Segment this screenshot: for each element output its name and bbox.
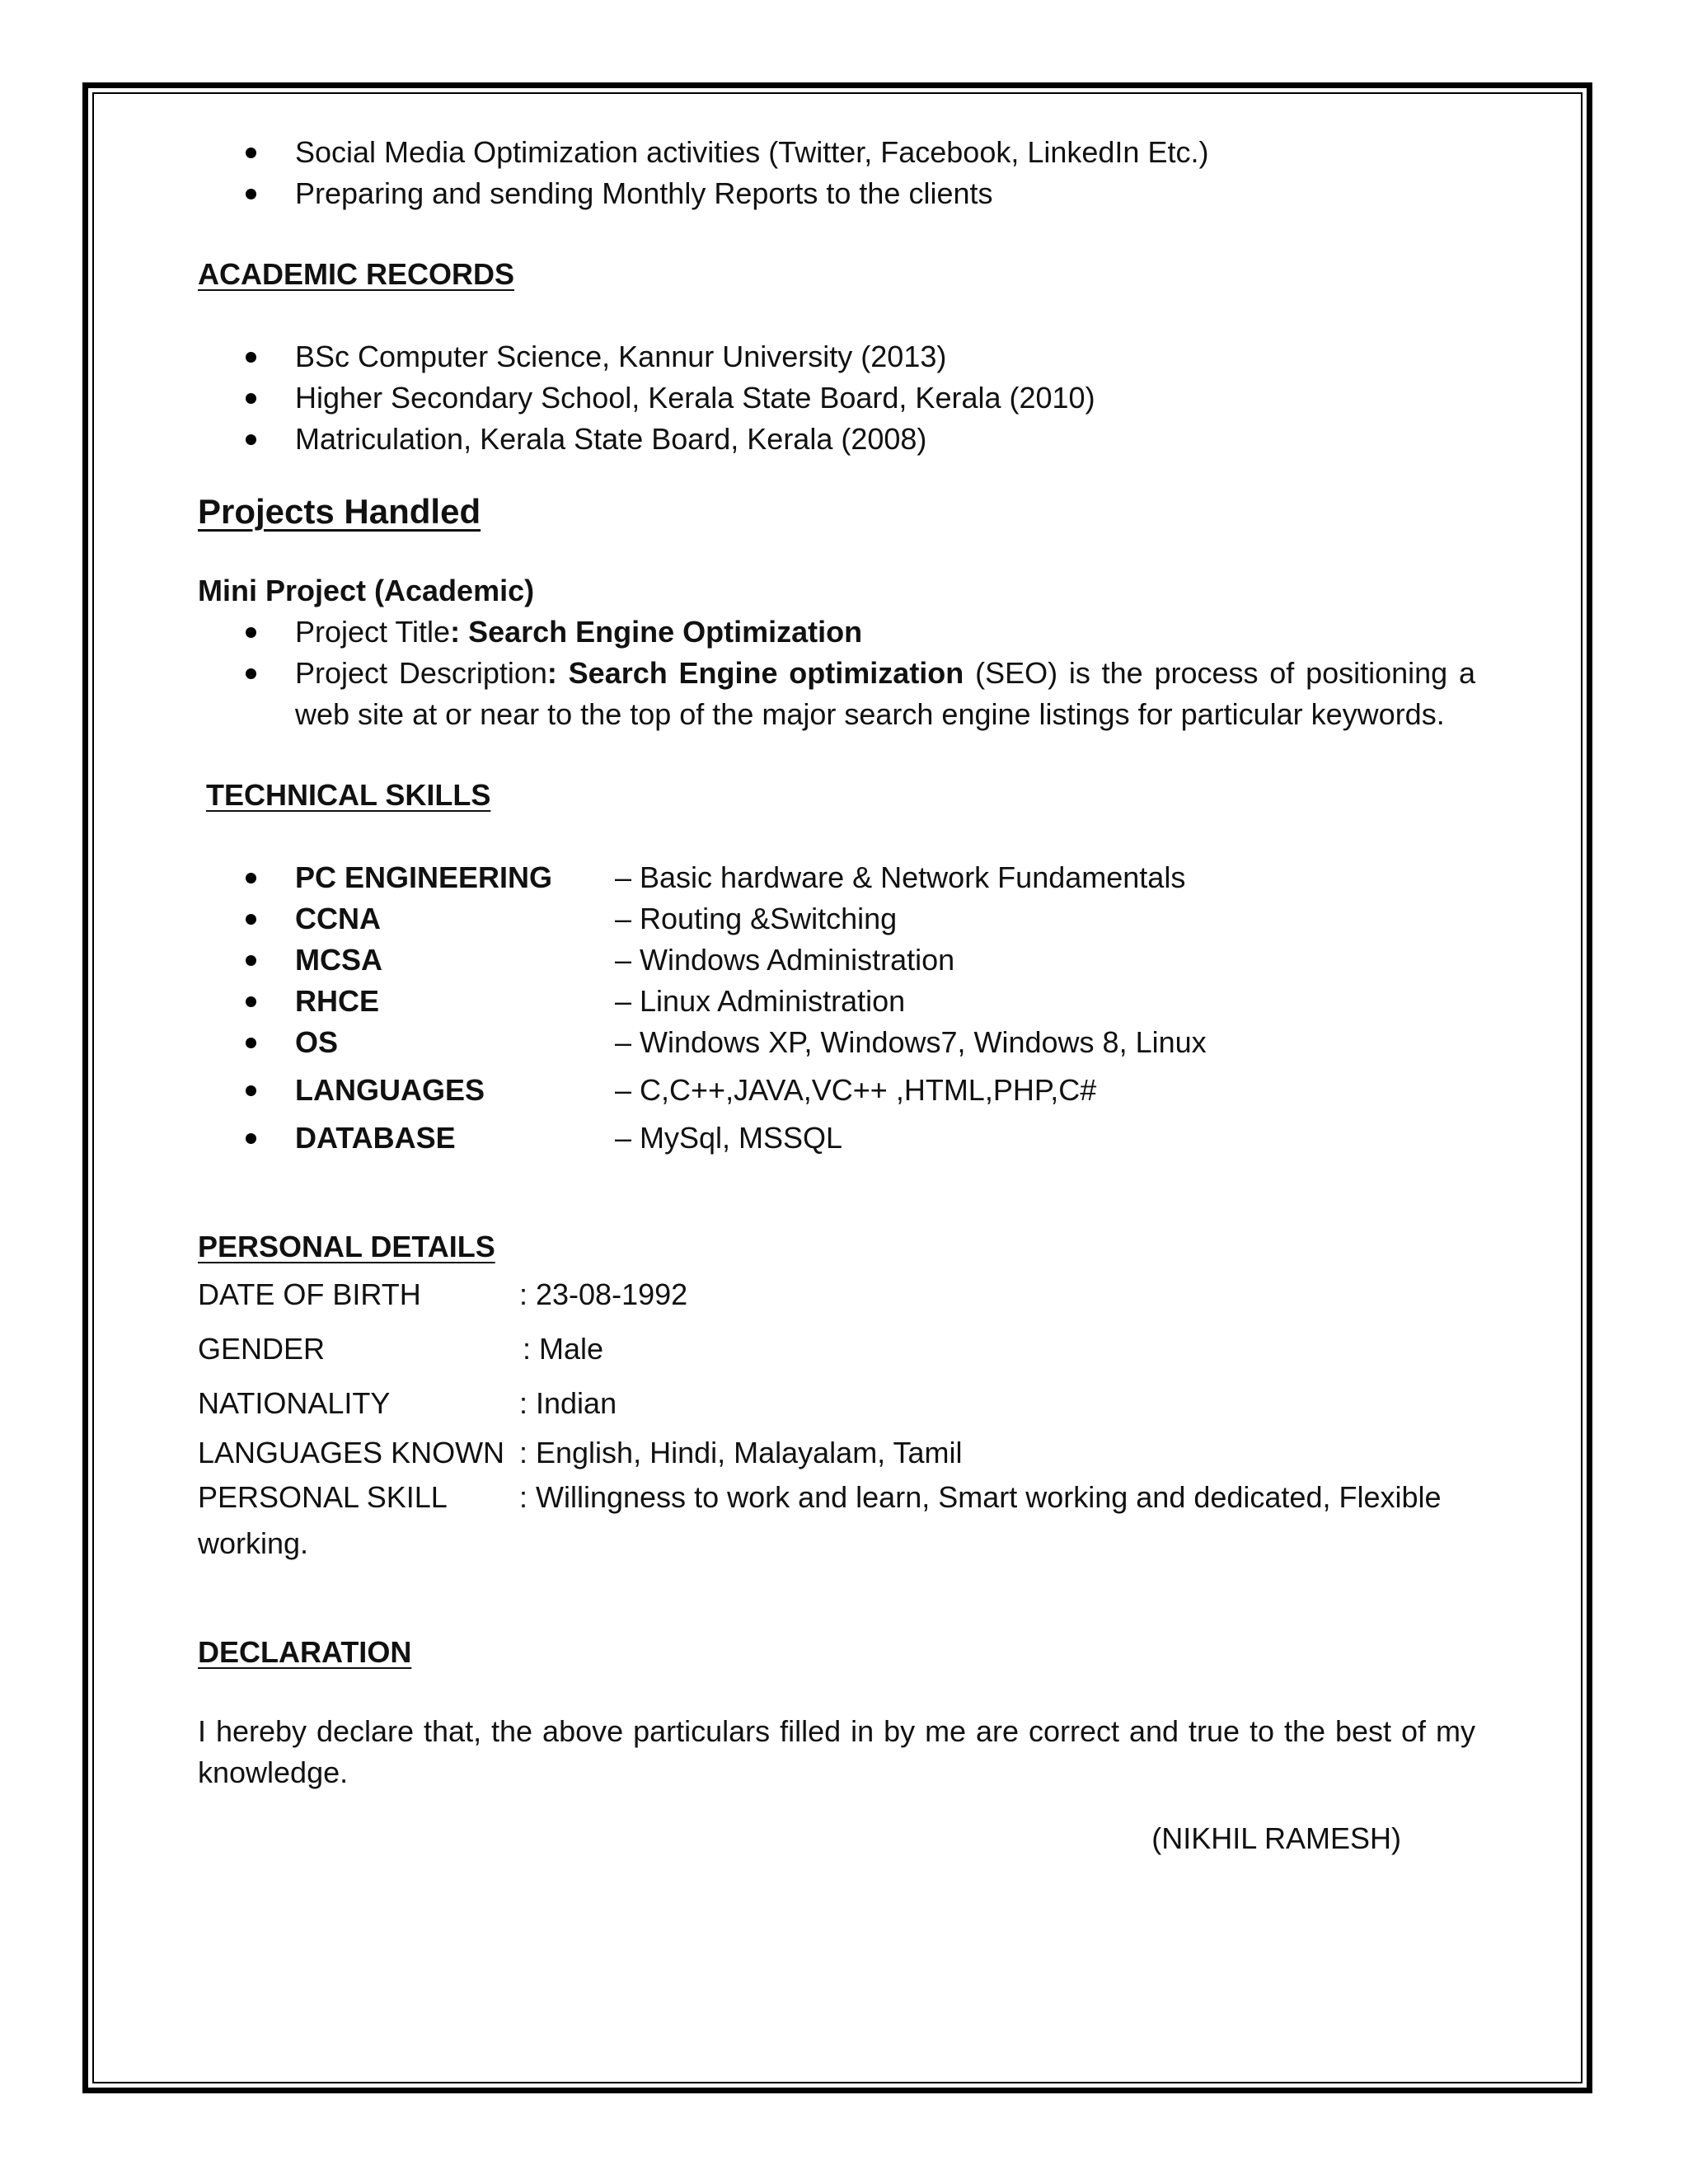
project-title-label: Project Title (295, 615, 451, 649)
skill-value: – Basic hardware & Network Fundamentals (615, 860, 1186, 894)
skill-value: – Routing &Switching (615, 902, 898, 935)
list-item: BSc Computer Science, Kannur University (2013) (198, 336, 1475, 377)
list-item: Preparing and sending Monthly Reports to the clients (198, 173, 1475, 214)
skill-value: – C,C++,JAVA,VC++ ,HTML,PHP,C# (615, 1073, 1097, 1107)
technical-skills-heading: TECHNICAL SKILLS (206, 778, 491, 812)
skill-name: DATABASE (295, 1121, 456, 1155)
skill-value: – Windows Administration (615, 943, 955, 977)
skill-name: MCSA (295, 943, 382, 977)
technical-skills-list (198, 857, 1475, 1159)
skill-name: LANGUAGES (295, 1073, 485, 1107)
projects-heading: Projects Handled (198, 492, 481, 531)
project-title-value: : Search Engine Optimization (450, 615, 863, 649)
skill-name: CCNA (295, 902, 381, 935)
personal-label: GENDER (198, 1332, 326, 1366)
skill-row (198, 857, 1475, 898)
personal-row-nationality (198, 1376, 1475, 1431)
skill-value: – Windows XP, Windows7, Windows 8, Linux (615, 1025, 1207, 1059)
personal-details-heading: PERSONAL DETAILS (198, 1230, 495, 1263)
personal-value: : 23-08-1992 (519, 1277, 688, 1311)
personal-skill-continuation: working. (198, 1526, 309, 1560)
personal-label: LANGUAGES KNOWN (198, 1436, 505, 1469)
personal-row-languages (198, 1431, 1475, 1475)
skill-value: – MySql, MSSQL (615, 1121, 843, 1155)
personal-value: : Indian (519, 1386, 617, 1420)
academic-records-heading: ACADEMIC RECORDS (198, 257, 515, 291)
skill-name: PC ENGINEERING (295, 860, 553, 894)
declaration-heading: DECLARATION (198, 1635, 412, 1669)
list-item: Matriculation, Kerala State Board, Kerala (2008) (198, 419, 1475, 460)
personal-label: DATE OF BIRTH (198, 1277, 421, 1311)
skill-name: OS (295, 1025, 339, 1059)
resume-content (198, 132, 1475, 1859)
skill-name: RHCE (295, 984, 380, 1018)
signature-name: (NIKHIL RAMESH) (1151, 1821, 1401, 1855)
project-description-label: Project Description (295, 656, 547, 690)
personal-label: PERSONAL SKILL (198, 1480, 448, 1514)
skill-row (198, 1118, 1475, 1159)
list-item: Higher Secondary School, Kerala State Board, Kerala (2010) (198, 377, 1475, 419)
skill-row (198, 1070, 1475, 1111)
skill-row (198, 1022, 1475, 1063)
mini-project-title: Mini Project (Academic) (198, 574, 535, 607)
project-description-bold: : Search Engine optimization (546, 656, 964, 690)
personal-row-dob (198, 1268, 1475, 1322)
skill-row (198, 981, 1475, 1022)
skill-value: – Linux Administration (615, 984, 906, 1018)
academic-list (198, 336, 1475, 460)
personal-row-gender (198, 1322, 1475, 1376)
project-description-item (198, 653, 1475, 735)
experience-duties-list (198, 132, 1475, 214)
declaration-text: I hereby declare that, the above particulars filled in by me are correct and true to the best of my knowledge. (198, 1714, 1475, 1789)
personal-details-table (198, 1268, 1475, 1568)
project-list (198, 612, 1475, 735)
personal-label: NATIONALITY (198, 1386, 391, 1420)
project-description-text: (SEO) is the process of positioning a web site at or near to the top of the major search engine listings for particular keywords. (295, 656, 1476, 731)
skill-row (198, 898, 1475, 940)
personal-value: : Willingness to work and learn, Smart working and dedicated, Flexible (519, 1480, 1442, 1514)
personal-value: : English, Hindi, Malayalam, Tamil (519, 1436, 963, 1469)
list-item: Social Media Optimization activities (Twitter, Facebook, LinkedIn Etc.) (198, 132, 1475, 173)
project-title-item (198, 612, 1475, 653)
personal-row-skill (198, 1475, 1475, 1520)
skill-row (198, 940, 1475, 981)
personal-value: : Male (523, 1332, 604, 1366)
